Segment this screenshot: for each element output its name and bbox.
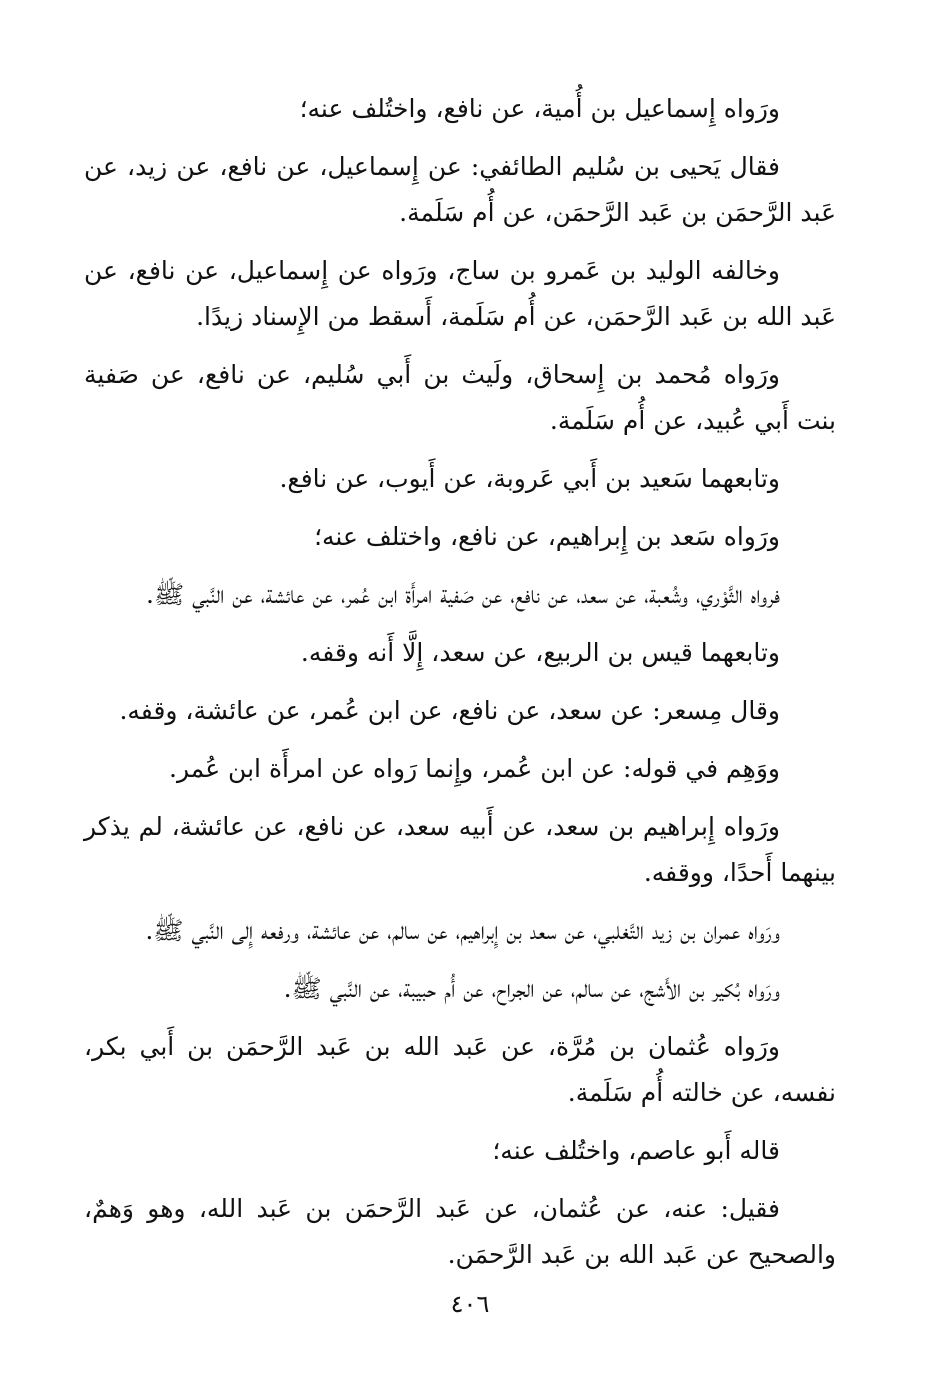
paragraph-14: ورَواه عُثمان بن مُرَّة، عن عَبد الله بن عَبد الرَّحمَن بن أَبي بكر، نفسه، عن خالته أُم سَلَمة. xyxy=(84,1032,836,1107)
paragraph-13: ورَواه بُكير بن الأَشج، عن سالم، عن الجراح، عن أُم حبيبة، عن النَّبي ﷺ. xyxy=(283,974,780,1003)
paragraph-6: ورَواه سَعد بن إِبراهيم، عن نافع، واختلف عنه؛ xyxy=(314,522,780,551)
paragraph-7: فرواه الثَّوْري، وشُعبة، عن سعد، عن نافع، عن صَفية امرأَة ابن عُمر، عن عائشة، عن النَّبي ﷺ. xyxy=(146,580,780,609)
document-body xyxy=(84,86,836,1290)
paragraph-5: وتابعهما سَعيد بن أَبي عَروبة، عن أَيوب، عن نافع. xyxy=(279,464,780,493)
paragraph-9: وقال مِسعر: عن سعد، عن نافع، عن ابن عُمر، عن عائشة، وقفه. xyxy=(119,696,780,725)
paragraph-10: ووَهِم في قوله: عن ابن عُمر، وإِنما رَواه عن امرأَة ابن عُمر. xyxy=(169,754,780,783)
paragraph-2: فقال يَحيى بن سُليم الطائفي: عن إِسماعيل، عن نافع، عن زيد، عن عَبد الرَّحمَن بن عَبد الرَّحمَن، عن أُم سَلَمة. xyxy=(84,152,836,227)
page-number: ٤٠٦ xyxy=(450,1290,490,1318)
paragraph-11: ورَواه إِبراهيم بن سعد، عن أَبيه سعد، عن نافع، عن عائشة، لم يذكر بينهما أَحدًا، ووقفه. xyxy=(84,812,836,887)
paragraph-15: قاله أَبو عاصم، واختُلف عنه؛ xyxy=(492,1136,780,1165)
paragraph-1: ورَواه إِسماعيل بن أُمية، عن نافع، واختُلف عنه؛ xyxy=(299,94,780,123)
paragraph-4: ورَواه مُحمد بن إِسحاق، ولَيث بن أَبي سُليم، عن نافع، عن صَفية بنت أَبي عُبيد، عن أُم سَلَمة. xyxy=(84,360,836,435)
paragraph-12: ورَواه عمران بن زيد التَّغلبي، عن سعد بن إِبراهيم، عن سالم، عن عائشة، ورفعه إِلى النَّبي ﷺ. xyxy=(145,916,780,945)
paragraph-16: فقيل: عنه، عن عُثمان، عن عَبد الرَّحمَن بن عَبد الله، وهو وَهمٌ، والصحيح عن عَبد الله بن عَبد الرَّحمَن. xyxy=(84,1194,836,1269)
paragraph-3: وخالفه الوليد بن عَمرو بن ساج، ورَواه عن إِسماعيل، عن نافع، عن عَبد الله بن عَبد الرَّحمَن، عن أُم سَلَمة، أَسقط من الإِسناد زيدًا. xyxy=(84,256,836,331)
paragraph-8: وتابعهما قيس بن الربيع، عن سعد، إِلَّا أَنه وقفه. xyxy=(300,638,780,667)
